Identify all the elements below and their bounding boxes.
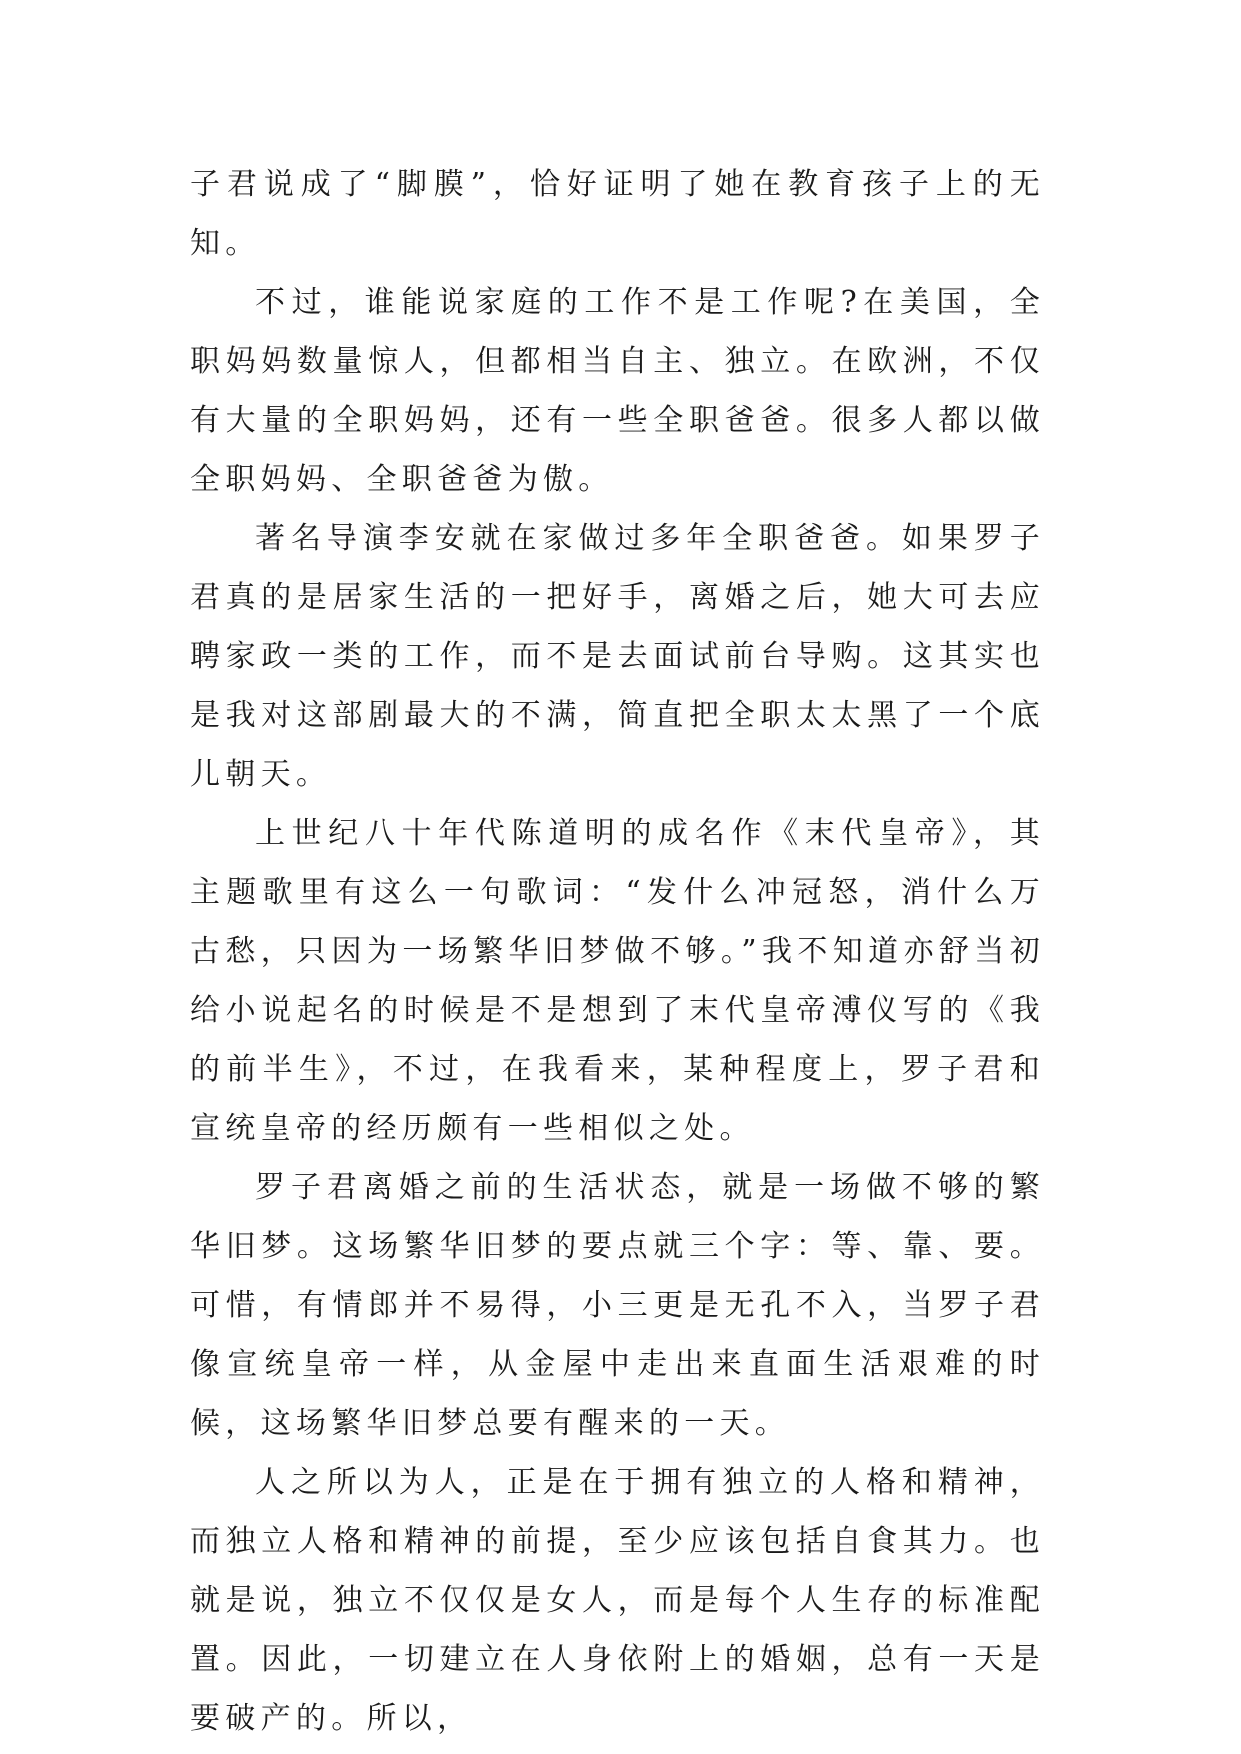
paragraph-3: 著名导演李安就在家做过多年全职爸爸。如果罗子君真的是居家生活的一把好手，离婚之后，她大可去应聘家政一类的工作，而不是去面试前台导购。这其实也是我对这部剧最大的不满，简直把全职太太黑了一个底儿朝天。	[190, 521, 1045, 792]
paragraph-6: 人之所以为人，正是在于拥有独立的人格和精神，而独立人格和精神的前提，至少应该包括自食其力。也就是说，独立不仅仅是女人，而是每个人生存的标准配置。因此，一切建立在人身依附上的婚姻，总有一天是要破产的。所以，	[190, 1465, 1045, 1736]
paragraph-4: 上世纪八十年代陈道明的成名作《末代皇帝》，其主题歌里有这么一句歌词：“发什么冲冠怒，消什么万古愁，只因为一场繁华旧梦做不够。”我不知道亦舒当初给小说起名的时候是不是想到了末代皇帝溥仪写的《我的前半生》，不过，在我看来，某种程度上，罗子君和宣统皇帝的经历颇有一些相似之处。	[190, 816, 1045, 1146]
paragraph-1: 子君说成了“脚膜”，恰好证明了她在教育孩子上的无知。	[190, 167, 1045, 261]
paragraph-5: 罗子君离婚之前的生活状态，就是一场做不够的繁华旧梦。这场繁华旧梦的要点就三个字：等、靠、要。可惜，有情郎并不易得，小三更是无孔不入，当罗子君像宣统皇帝一样，从金屋中走出来直面生活艰难的时候，这场繁华旧梦总要有醒来的一天。	[190, 1170, 1045, 1441]
document-body	[190, 155, 1045, 1748]
paragraph-2: 不过，谁能说家庭的工作不是工作呢?在美国，全职妈妈数量惊人，但都相当自主、独立。在欧洲，不仅有大量的全职妈妈，还有一些全职爸爸。很多人都以做全职妈妈、全职爸爸为傲。	[190, 285, 1045, 497]
